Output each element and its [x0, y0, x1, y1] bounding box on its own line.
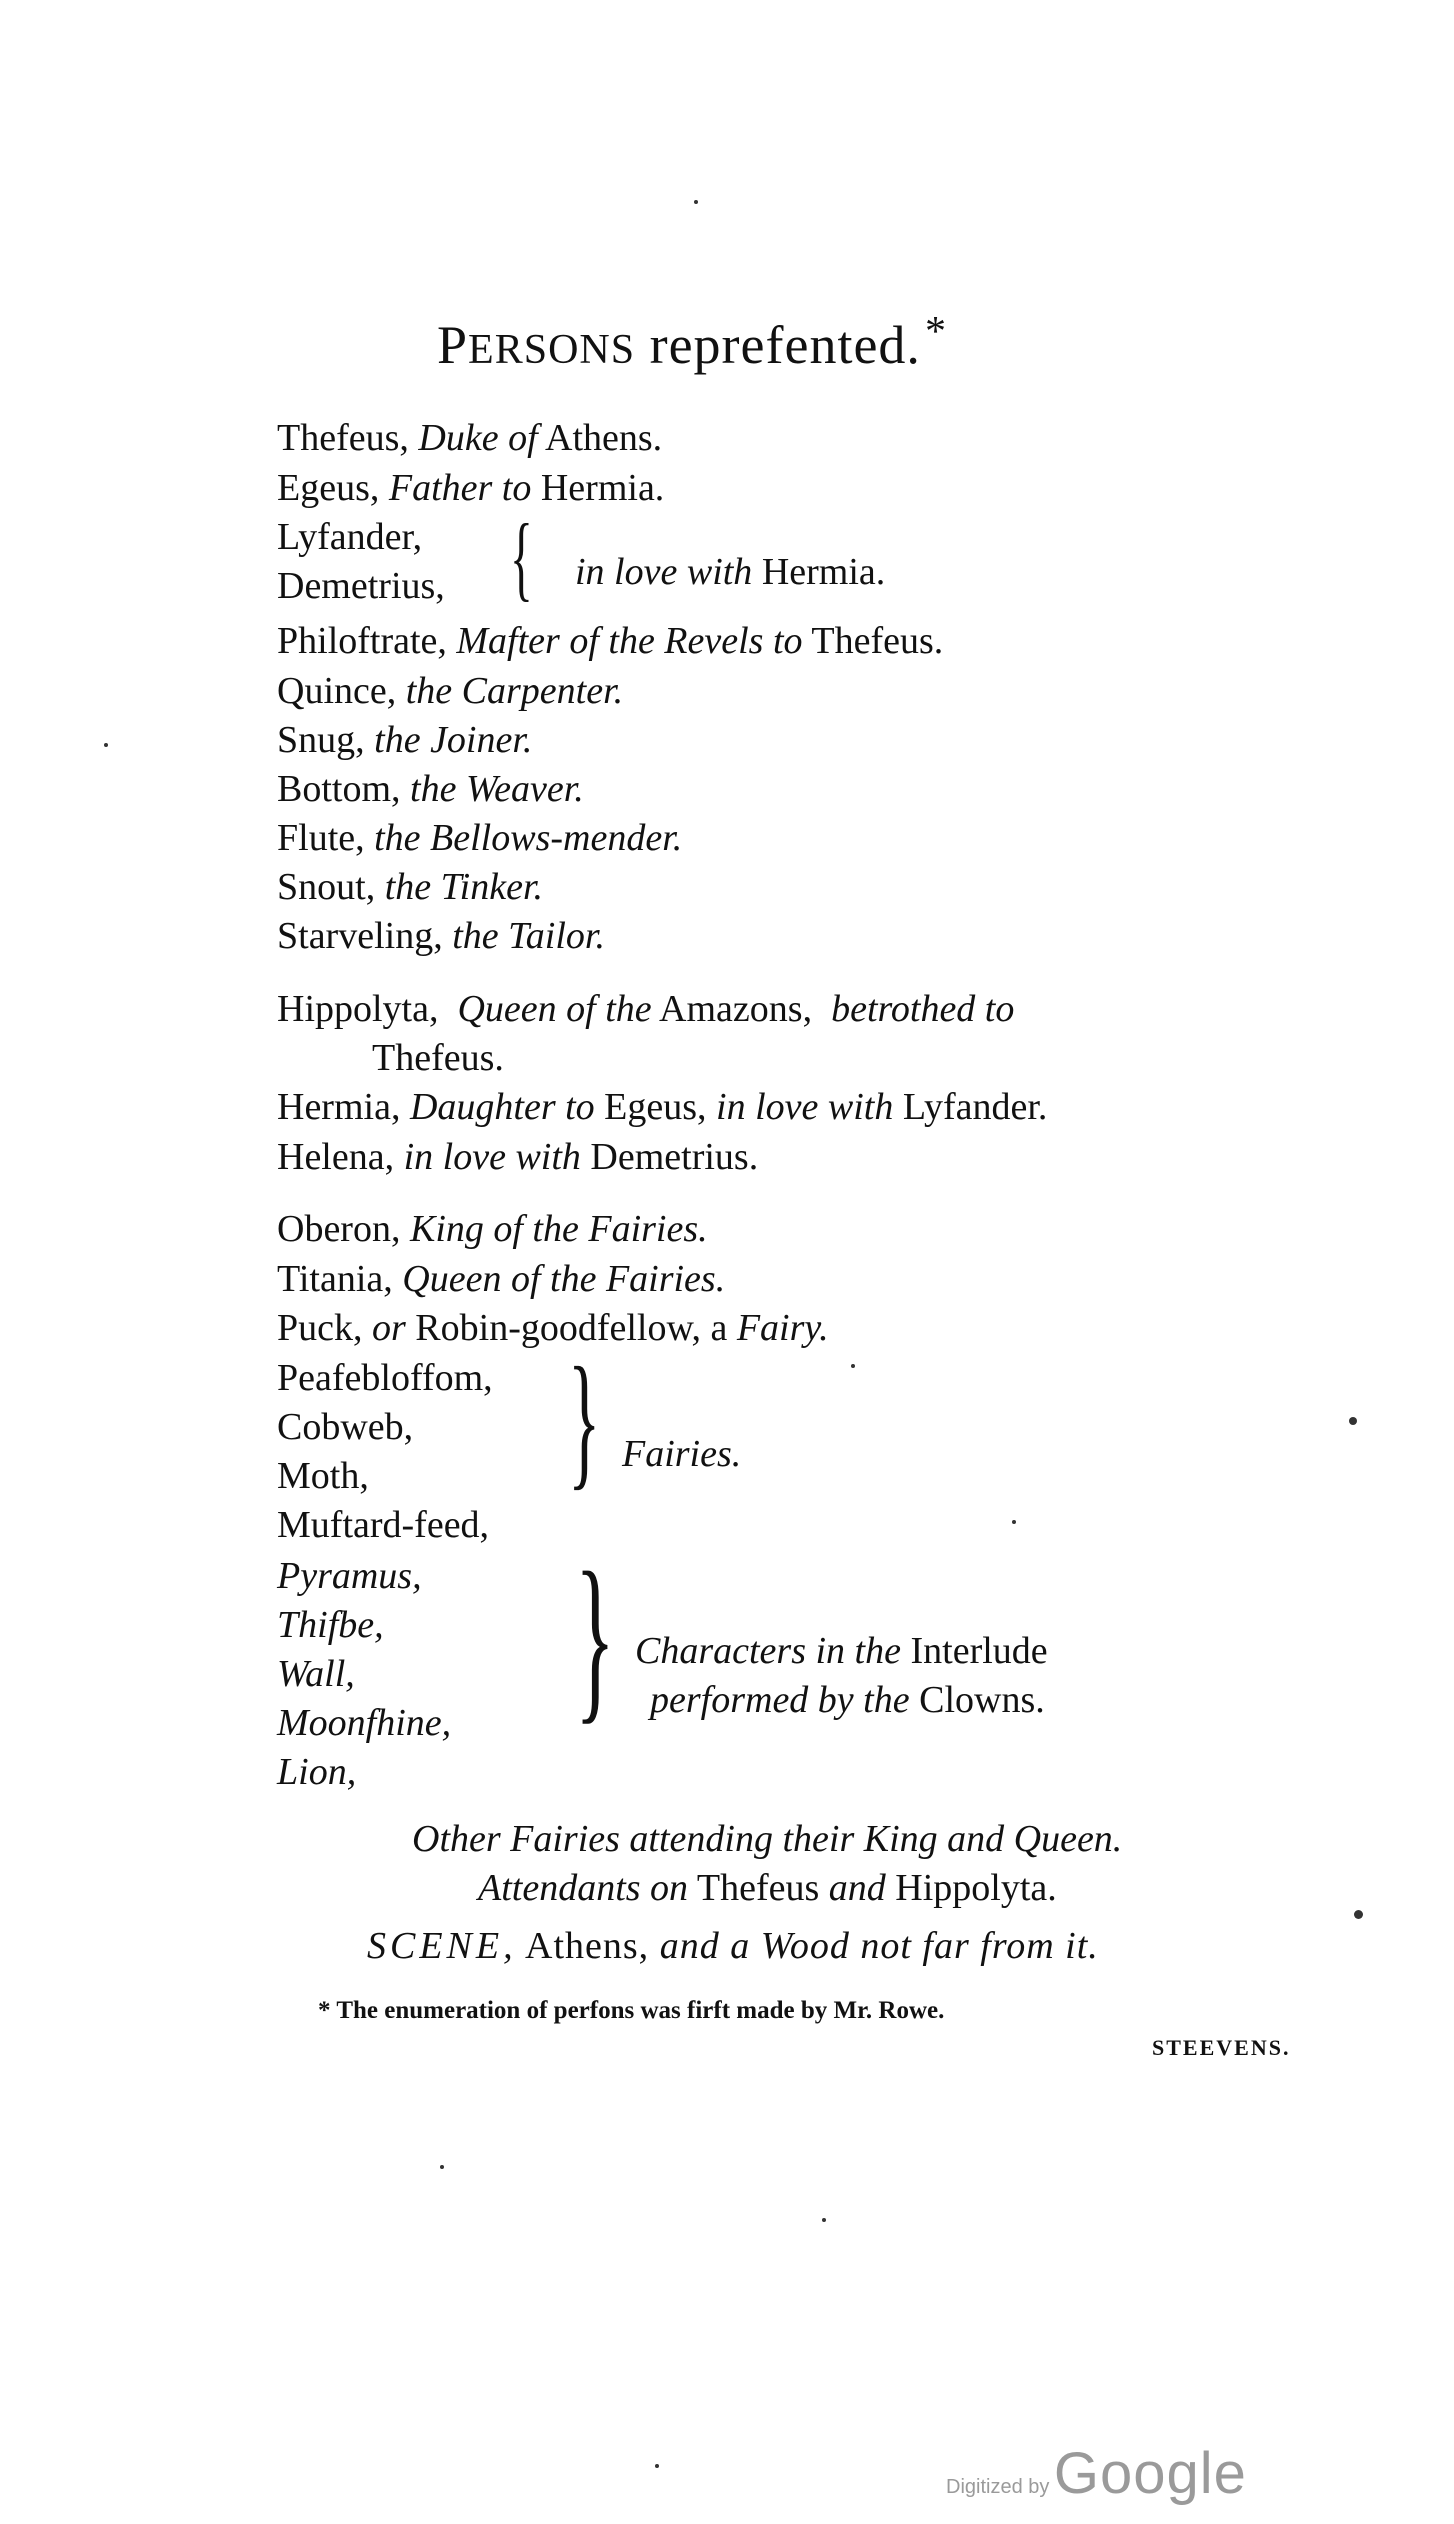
page-title [437, 308, 947, 376]
clowns-brace: } [575, 1535, 615, 1740]
note-person: Thefeus [696, 1867, 820, 1909]
role-relation: in love with [716, 1086, 894, 1128]
watermark-small: Digitized by [946, 2476, 1050, 2498]
name: Thefeus, [277, 417, 409, 459]
footnote-mark: * [318, 1997, 331, 2024]
role-relation: betrothed to [831, 988, 1015, 1030]
role-italic: Fairy. [736, 1307, 829, 1349]
role: Daughter to [409, 1086, 595, 1128]
name: Thifbe, [277, 1604, 384, 1646]
fairy-name [277, 1354, 493, 1402]
role-person-2: Lyfander. [902, 1086, 1048, 1128]
name: Hippolyta, [277, 988, 439, 1030]
name: Demetrius, [277, 565, 445, 607]
group-label: Fairies. [622, 1433, 742, 1475]
role: Mafter of the Revels to [456, 620, 803, 662]
fairy-name [277, 1403, 413, 1451]
group-label: performed by the [650, 1679, 910, 1721]
clown-name [277, 1552, 422, 1600]
name: Muftard-feed, [277, 1504, 490, 1546]
fairy-name [277, 1501, 489, 1549]
cast-snout [277, 863, 543, 911]
scene-label: SCENE, [367, 1925, 517, 1967]
role-place: Athens. [545, 417, 663, 459]
note-italic: in love with [575, 551, 753, 593]
role-person: Hermia. [540, 467, 665, 509]
scene-place: Athens, [525, 1925, 650, 1967]
scene-line [367, 1922, 1099, 1970]
fairy-name [277, 1452, 369, 1500]
role-people: Amazons, [659, 988, 813, 1030]
role-person: Thefeus. [811, 620, 944, 662]
role: Queen of the Fairies. [402, 1258, 726, 1300]
note: Attendants on [478, 1867, 689, 1909]
cast-hippolyta-continued [372, 1034, 504, 1082]
name: Lyfander, [277, 516, 423, 558]
attendants [478, 1864, 1057, 1912]
role: Father to [388, 467, 532, 509]
scan-speck [104, 743, 108, 747]
note-person: Hermia. [761, 551, 886, 593]
name: Egeus, [277, 467, 380, 509]
note-person-2: Hippolyta. [895, 1867, 1057, 1909]
cast-oberon [277, 1205, 708, 1253]
cast-philostrate [277, 617, 943, 665]
name: Helena, [277, 1136, 395, 1178]
role: the Weaver. [410, 768, 584, 810]
group-label: Characters in the [635, 1630, 901, 1672]
name: Peafebloffom, [277, 1357, 493, 1399]
cast-bottom [277, 765, 584, 813]
title-footnote-mark: * [924, 309, 947, 355]
cast-puck [277, 1304, 829, 1352]
name: Quince, [277, 670, 397, 712]
lovers-brace: { [510, 504, 533, 610]
clown-name [277, 1699, 451, 1747]
role-person: Egeus, [604, 1086, 707, 1128]
scan-speck [1349, 1417, 1357, 1425]
clowns-label-line-1 [635, 1627, 1048, 1675]
cast-flute [277, 814, 682, 862]
clown-name [277, 1601, 384, 1649]
name: Snug, [277, 719, 365, 761]
group-label-noun: Interlude [910, 1630, 1048, 1672]
name: Titania, [277, 1258, 393, 1300]
role-or: or [372, 1307, 406, 1349]
name: Hermia, [277, 1086, 401, 1128]
lovers-note [575, 548, 885, 596]
name: Moonfhine, [277, 1702, 452, 1744]
footnote-text: The enumeration of perfons was firft made by Mr. Rowe. [336, 1997, 945, 2024]
role-person: Thefeus. [372, 1037, 504, 1079]
signature-text: STEEVENS. [1152, 2035, 1291, 2060]
cast-lysander [277, 513, 422, 561]
clowns-label-line-2 [650, 1676, 1045, 1724]
cast-quince [277, 667, 623, 715]
title-rest: reprefented. [635, 315, 921, 375]
role: Queen of the [457, 988, 652, 1030]
scan-speck [1012, 1520, 1016, 1524]
footnote [318, 1997, 944, 2025]
note-and: and [828, 1867, 886, 1909]
name: Lion, [277, 1751, 357, 1793]
google-logo: Google [1053, 2441, 1247, 2506]
scan-speck [694, 200, 698, 204]
name: Philoftrate, [277, 620, 447, 662]
role: in love with [403, 1136, 581, 1178]
scan-speck [655, 2464, 659, 2468]
role: the Bellows-mender. [374, 817, 683, 859]
role: the Tailor. [452, 915, 605, 957]
scan-speck [440, 2165, 444, 2169]
cast-hermia [277, 1083, 1047, 1131]
footnote-signature [1152, 2035, 1290, 2061]
fairies-brace: } [568, 1337, 601, 1503]
role-person: Demetrius. [590, 1136, 759, 1178]
name: Moth, [277, 1455, 369, 1497]
scan-speck [851, 1364, 855, 1368]
digitized-by-google-watermark [946, 2440, 1247, 2507]
role: Duke of [418, 417, 538, 459]
name: Cobweb, [277, 1406, 414, 1448]
role: the Carpenter. [405, 670, 624, 712]
title-small-caps: ERSONS [468, 327, 636, 373]
cast-theseus [277, 414, 662, 462]
group-label-noun: Clowns. [919, 1679, 1045, 1721]
name: Starveling, [277, 915, 443, 957]
scene-detail: and a Wood not far from it. [659, 1925, 1099, 1967]
role: the Joiner. [374, 719, 533, 761]
name: Wall, [277, 1653, 355, 1695]
fairies-label [622, 1430, 741, 1478]
cast-helena [277, 1133, 758, 1181]
clown-name [277, 1650, 355, 1698]
name: Flute, [277, 817, 365, 859]
cast-egeus [277, 464, 664, 512]
cast-demetrius [277, 562, 445, 610]
role: King of the Fairies. [409, 1208, 708, 1250]
cast-snug [277, 716, 532, 764]
cast-titania [277, 1255, 725, 1303]
name: Oberon, [277, 1208, 401, 1250]
cast-hippolyta [277, 985, 1014, 1033]
name: Bottom, [277, 768, 401, 810]
other-fairies [412, 1815, 1122, 1863]
name: Puck, [277, 1307, 363, 1349]
name: Snout, [277, 866, 376, 908]
clown-name [277, 1748, 356, 1796]
role: Robin-goodfellow, a [415, 1307, 728, 1349]
cast-starveling [277, 912, 605, 960]
note: Other Fairies attending their King and Queen. [412, 1818, 1123, 1860]
title-initial: P [437, 315, 469, 375]
scan-speck [822, 2218, 826, 2222]
role: the Tinker. [384, 866, 544, 908]
name: Pyramus, [277, 1555, 422, 1597]
scan-speck [1354, 1910, 1363, 1919]
